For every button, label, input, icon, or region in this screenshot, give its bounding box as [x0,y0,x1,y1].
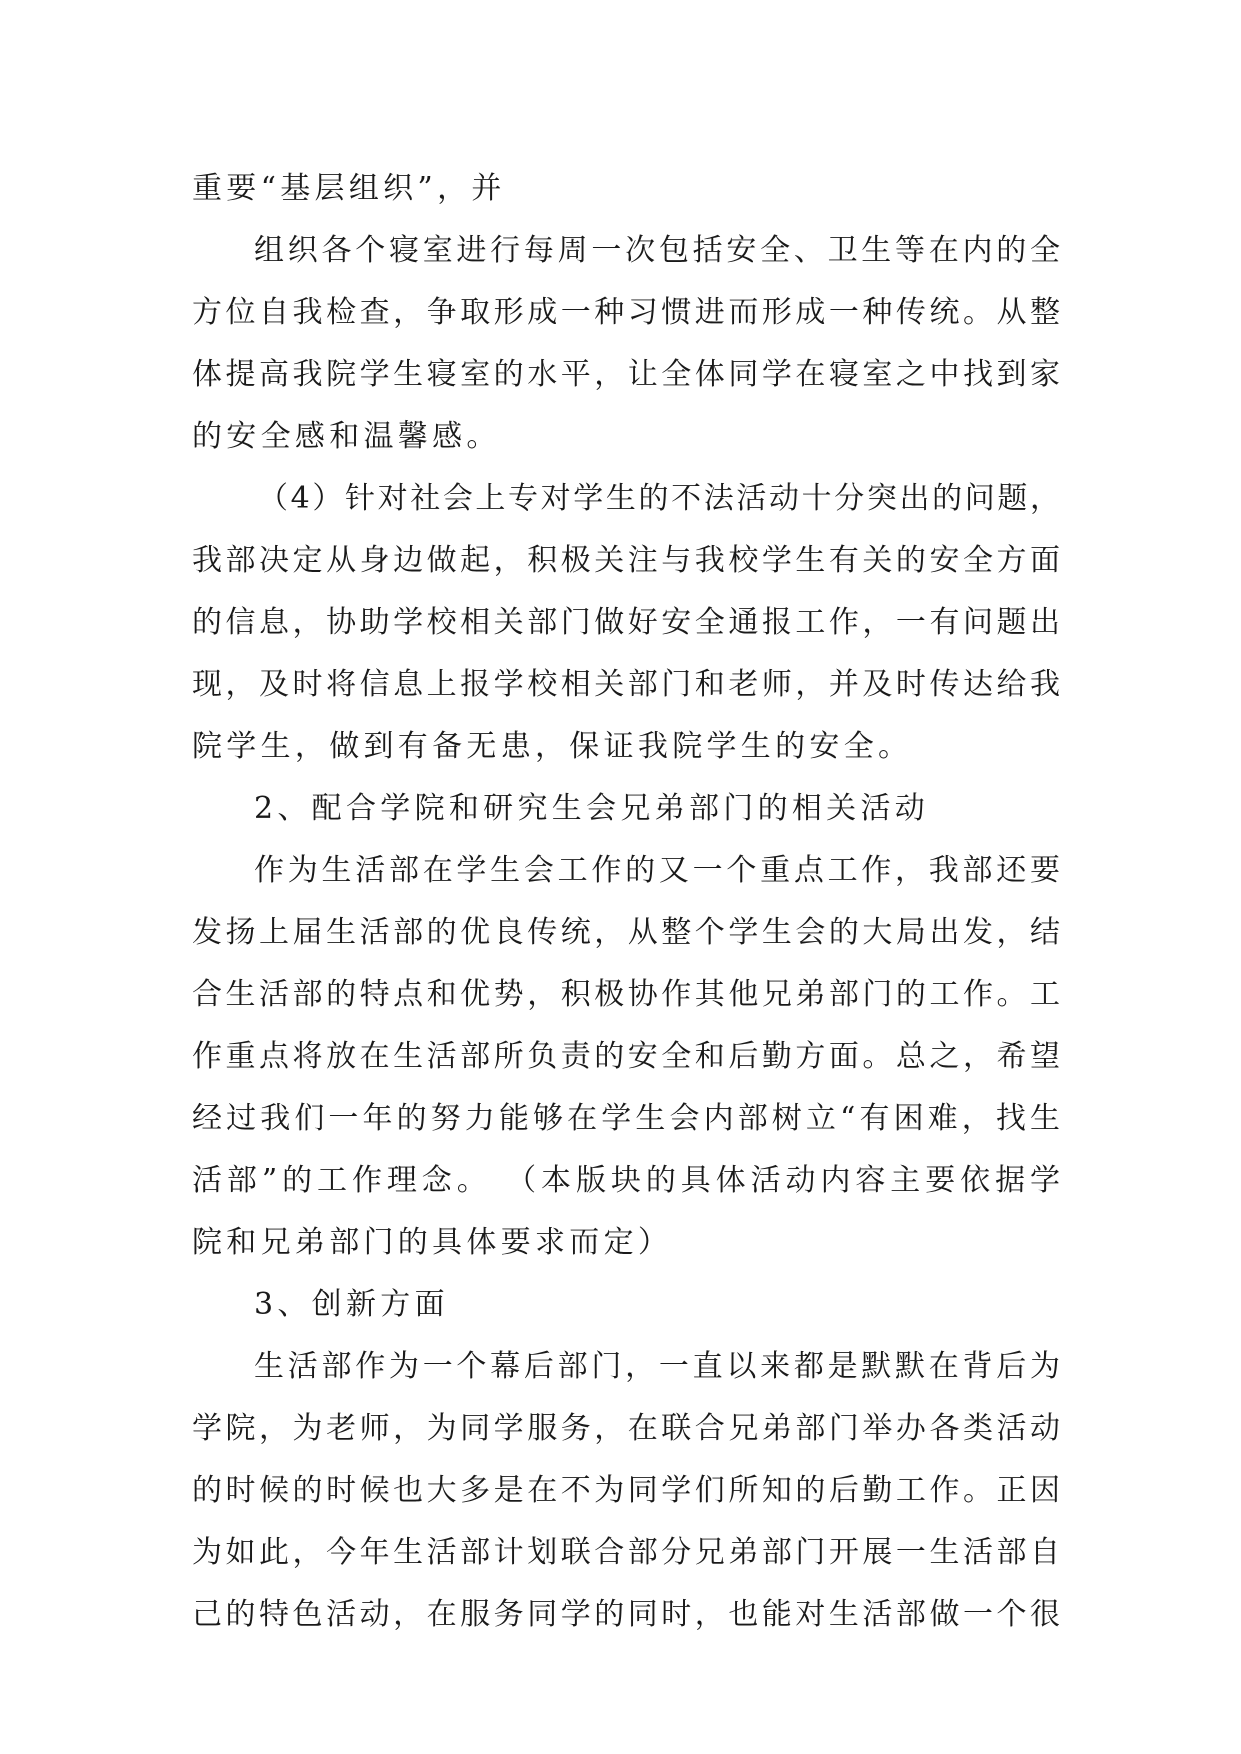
text-line: 经过我们一年的努力能够在学生会内部树立“有困难，找生 [192,1101,1060,1136]
text-line: 活部”的工作理念。 （本版块的具体活动内容主要依据学 [192,1163,1060,1198]
section-heading: 3、创新方面 [254,1287,449,1322]
text-line: 发扬上届生活部的优良传统，从整个学生会的大局出发，结 [192,915,1060,950]
paragraph-start-line: 生活部作为一个幕后部门，一直以来都是默默在背后为 [254,1349,1060,1384]
text-line: 院学生，做到有备无患，保证我院学生的安全。 [192,729,913,764]
text-line: 己的特色活动，在服务同学的同时，也能对生活部做一个很 [192,1597,1060,1632]
text-line: 的时候的时候也大多是在不为同学们所知的后勤工作。正因 [192,1473,1060,1508]
paragraph-start-line: 作为生活部在学生会工作的又一个重点工作，我部还要 [254,853,1060,888]
text-line: 院和兄弟部门的具体要求而定） [192,1225,673,1260]
paragraph-start-line: （4）针对社会上专对学生的不法活动十分突出的问题， [258,481,1060,516]
text-line: 学院，为老师，为同学服务，在联合兄弟部门举办各类活动 [192,1411,1060,1446]
text-line: 我部决定从身边做起，积极关注与我校学生有关的安全方面 [192,543,1060,578]
text-line: 的信息，协助学校相关部门做好安全通报工作，一有问题出 [192,605,1060,640]
text-line: 方位自我检查，争取形成一种习惯进而形成一种传统。从整 [192,295,1060,330]
text-line: 为如此，今年生活部计划联合部分兄弟部门开展一生活部自 [192,1535,1060,1570]
paragraph-start-line: 组织各个寝室进行每周一次包括安全、卫生等在内的全 [254,233,1060,268]
text-line: 的安全感和温馨感。 [192,419,501,454]
text-line: 现，及时将信息上报学校相关部门和老师，并及时传达给我 [192,667,1060,702]
text-line: 体提高我院学生寝室的水平，让全体同学在寝室之中找到家 [192,357,1060,392]
text-line: 合生活部的特点和优势，积极协作其他兄弟部门的工作。工 [192,977,1060,1012]
text-line: 重要“基层组织”，并 [192,171,506,206]
body-text [192,158,1060,1646]
text-line: 作重点将放在生活部所负责的安全和后勤方面。总之，希望 [192,1039,1060,1074]
section-heading: 2、配合学院和研究生会兄弟部门的相关活动 [254,791,930,826]
